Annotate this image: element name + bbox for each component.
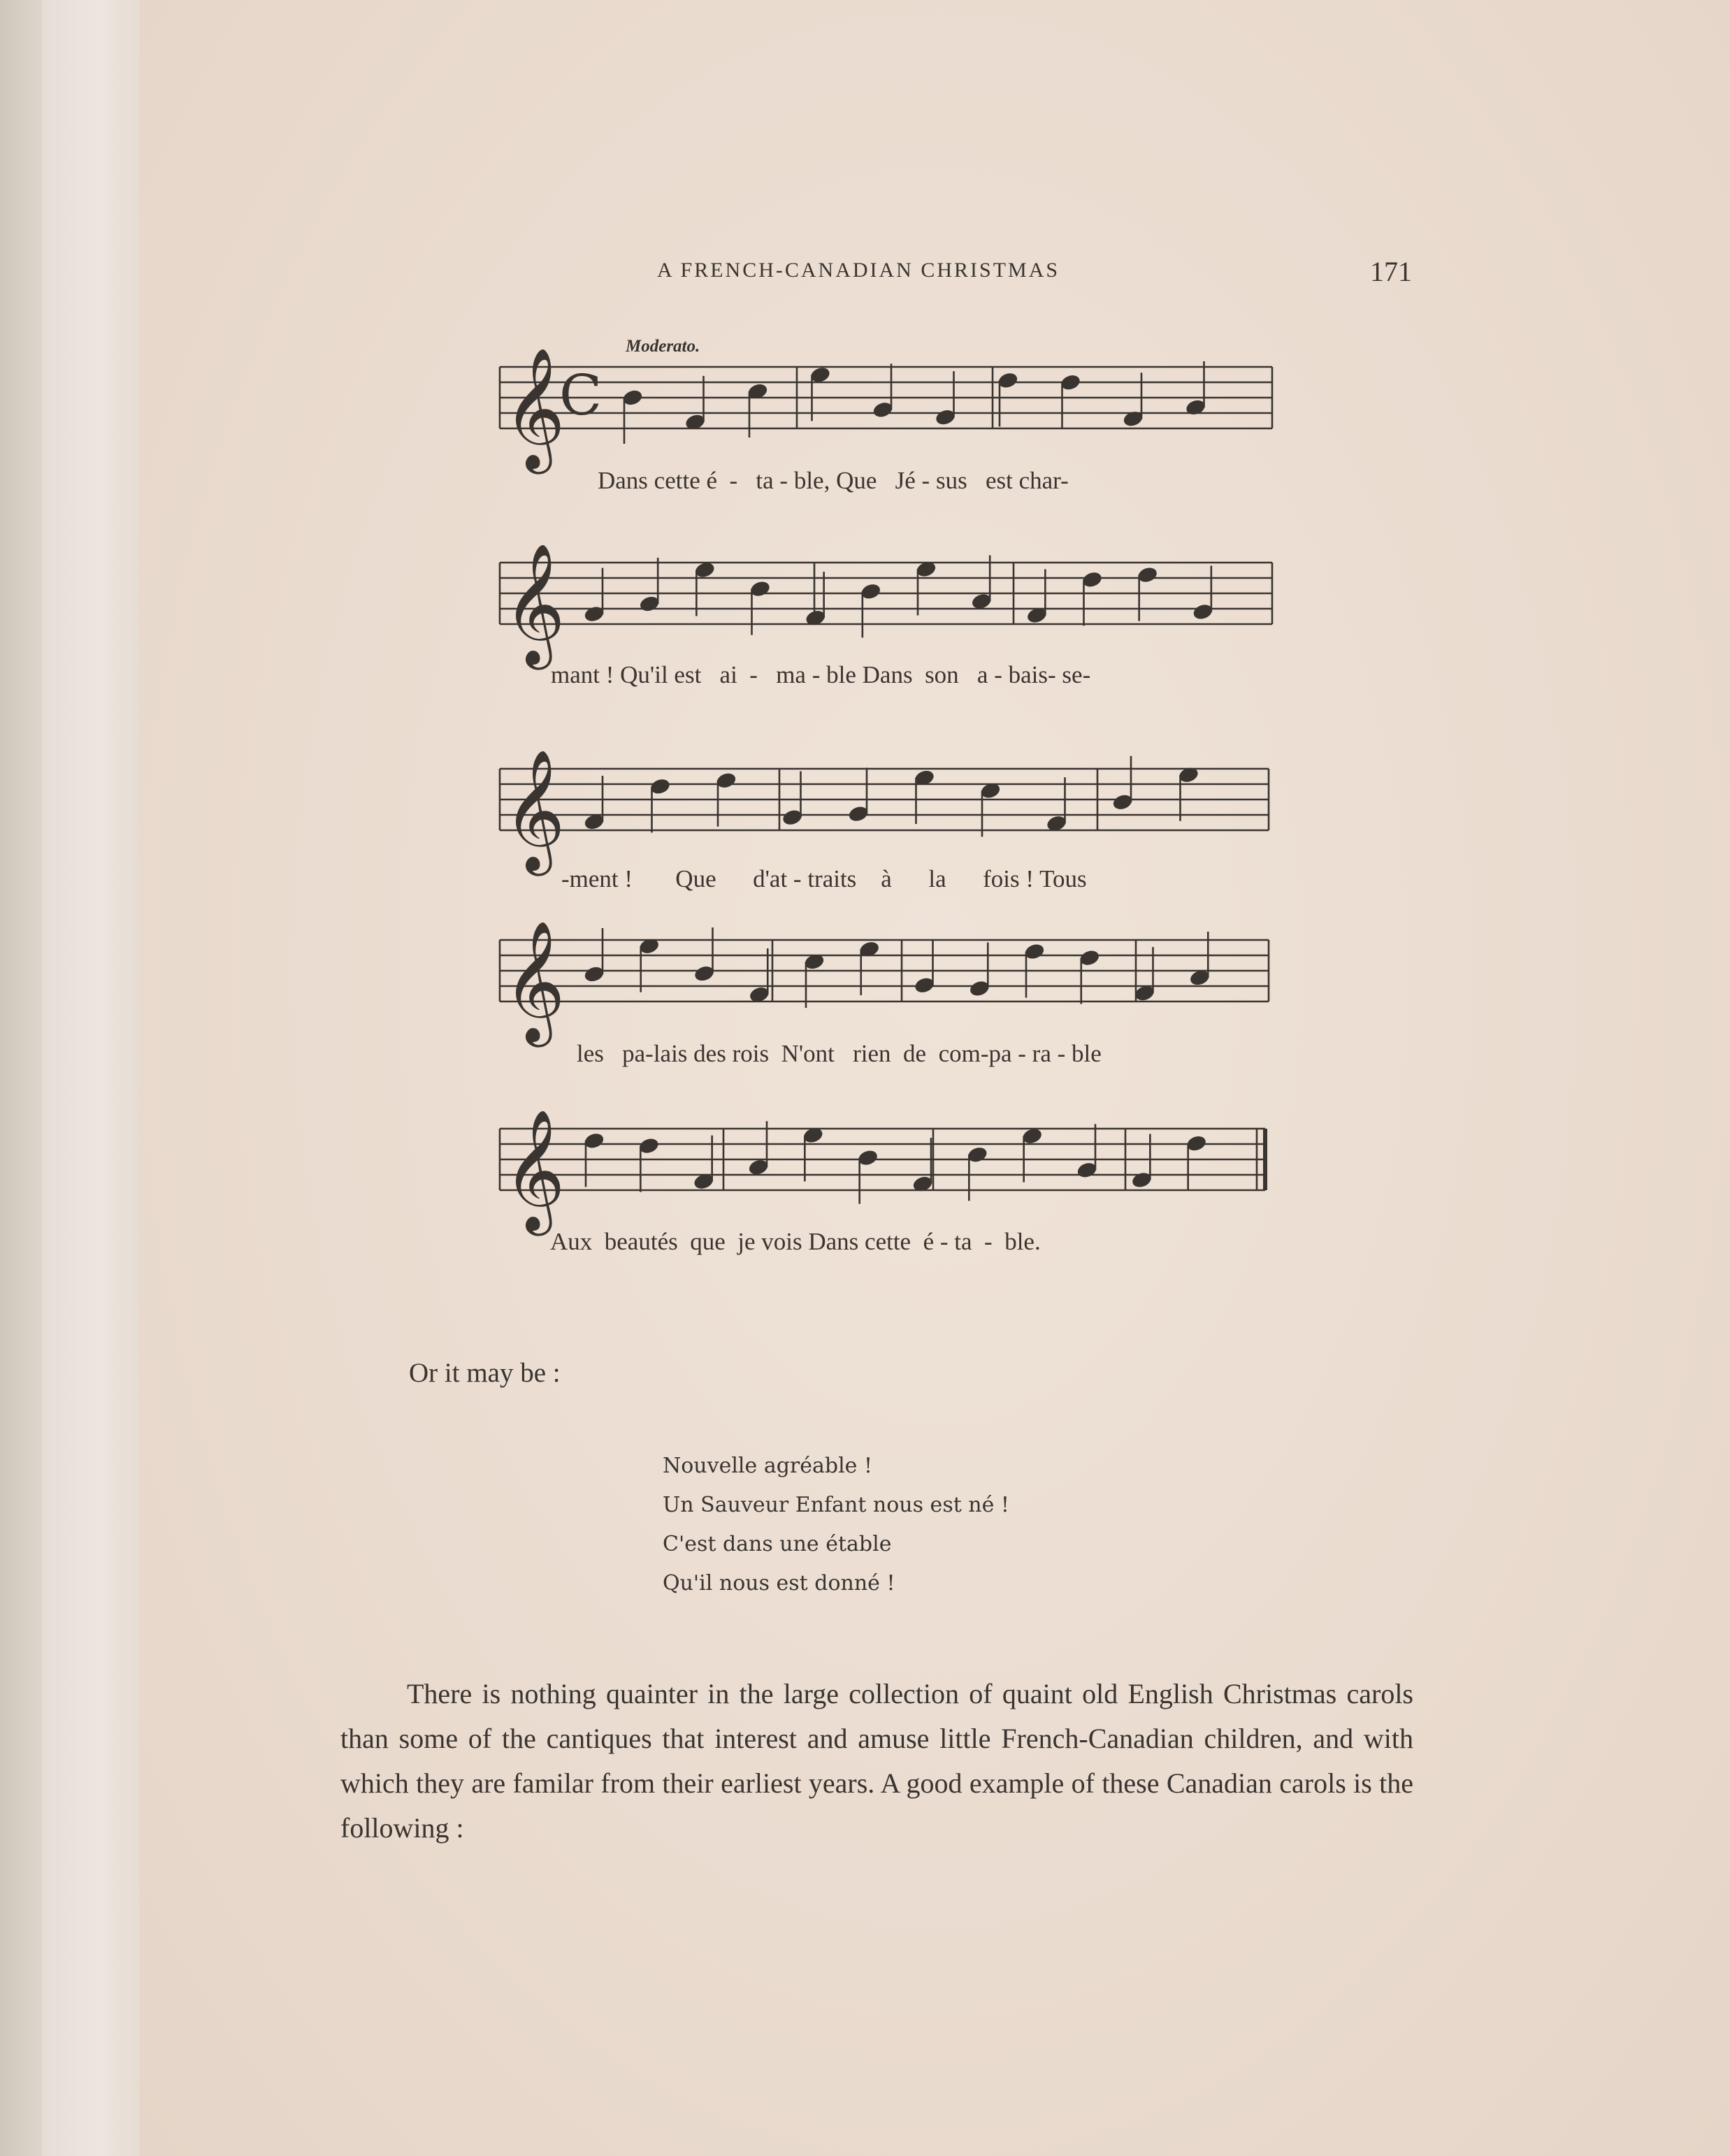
verse <box>663 1447 1009 1603</box>
lyrics-line-4: les pa-lais des rois N'ont rien de com-pa - ra - ble <box>577 1040 1102 1067</box>
treble-clef-icon: 𝄞 <box>503 749 565 871</box>
intro-line: Or it may be : <box>409 1358 561 1388</box>
running-head: A FRENCH-CANADIAN CHRISTMAS <box>657 259 1060 282</box>
verse-line-2: Un Sauveur Enfant nous est né ! <box>663 1493 1009 1517</box>
common-time-icon: C <box>559 363 603 428</box>
lyrics-line-3: -ment ! Que d'at - traits à la fois ! Tous <box>561 865 1087 892</box>
page-number: 171 <box>1370 256 1412 287</box>
treble-clef-icon: 𝄞 <box>503 347 565 469</box>
lyrics-line-2: mant ! Qu'il est ai - ma - ble Dans son a - bais- se- <box>551 661 1091 688</box>
treble-clef-icon: 𝄞 <box>503 543 565 665</box>
verse-line-3: C'est dans une étable <box>663 1532 892 1556</box>
lyrics-line-5: Aux beautés que je vois Dans cette é - ta - ble. <box>550 1228 1041 1255</box>
tempo-marking: Moderato. <box>626 337 700 356</box>
lyrics-line-1: Dans cette é - ta - ble, Que Jé - sus est char- <box>598 467 1069 494</box>
body-paragraph <box>340 1672 1413 1851</box>
verse-line-1: Nouvelle agréable ! <box>663 1454 873 1478</box>
verse-line-4: Qu'il nous est donné ! <box>663 1571 895 1596</box>
treble-clef-icon: 𝄞 <box>503 920 565 1042</box>
paragraph-text: There is nothing quainter in the large collection of quaint old English Christmas carols than some of the cantiques that interest and amuse little French-Canadian children, and with which they are familar from their earliest years. A good example of these Canadian carols is the following : <box>340 1678 1413 1844</box>
treble-clef-icon: 𝄞 <box>503 1109 565 1231</box>
